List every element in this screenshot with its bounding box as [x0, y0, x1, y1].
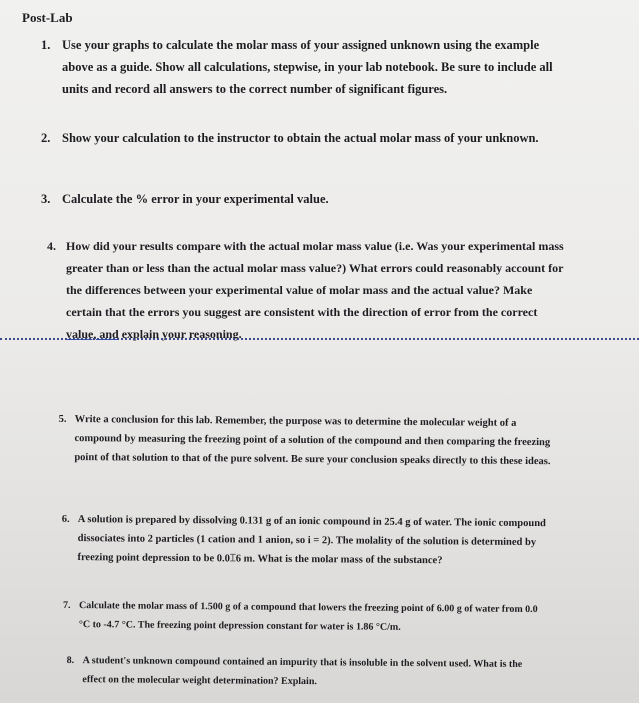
question-8: [66, 651, 542, 693]
underlined-text: value, and: [66, 327, 119, 341]
question-number: 4.: [47, 239, 56, 253]
question-5: [58, 410, 554, 471]
question-text: Calculate the % error in your experimental value.: [62, 192, 329, 206]
question-text: Show your calculation to the instructor to obtain the actual molar mass of your unknown.: [62, 131, 539, 145]
question-text: explain your reasoning.: [118, 327, 242, 341]
question-number: 2.: [41, 131, 51, 145]
question-number: 1.: [41, 38, 51, 52]
question-text: How did your results compare with the actual molar mass value (i.e. Was your experimental mass greater than or less than the actual molar mass value?) What errors could reasonably account for the differences between your experimental value of molar mass and the actual value? Make certain that the errors you suggest are consistent with the direction of error from the correct: [66, 239, 564, 319]
question-number: 3.: [41, 192, 51, 206]
question-6: [61, 510, 561, 571]
question-number: 5.: [58, 413, 67, 425]
question-number: 8.: [66, 654, 75, 667]
question-number: 7.: [63, 599, 71, 612]
text-cursor-icon: Ɪ: [229, 553, 236, 565]
question-text: 6 m. What is the molar mass of the substance?: [235, 553, 443, 567]
section-title: Post-Lab: [22, 10, 73, 25]
question-text: Write a conclusion for this lab. Remember, the purpose was to determine the molecular weight of a compound by measuring the freezing point of a solution of the compound and then comparing the freezing point of that solution to that of the pure solvent. Be sure your conclusion speaks directly to this these ideas.: [74, 414, 551, 468]
question-text: A student's unknown compound contained an impurity that is insoluble in the solvent used. What is the effect on the molecular weight determination? Explain.: [82, 655, 523, 688]
question-7: [63, 596, 549, 638]
question-text: A solution is prepared by dissolving 0.131 g of an ionic compound in 25.4 g of water. The ionic compound dissociates into 2 particles (1 cation and 1 anion, so i = 2). The molality of the solution is determined by freezing point depression to be 0.0: [77, 514, 546, 565]
question-text: Calculate the molar mass of 1.500 g of a compound that lowers the freezing point of 6.00 g of water from 0.0 °C to -4.7 °C. The freezing point depression constant for water is 1.86 °C/m.: [78, 600, 538, 633]
question-text: Use your graphs to calculate the molar mass of your assigned unknown using the example above as a guide. Show all calculations, stepwise, in your lab notebook. Be sure to include all units and record all answers to the correct number of significant figures.: [62, 38, 553, 96]
question-number: 6.: [61, 513, 70, 525]
